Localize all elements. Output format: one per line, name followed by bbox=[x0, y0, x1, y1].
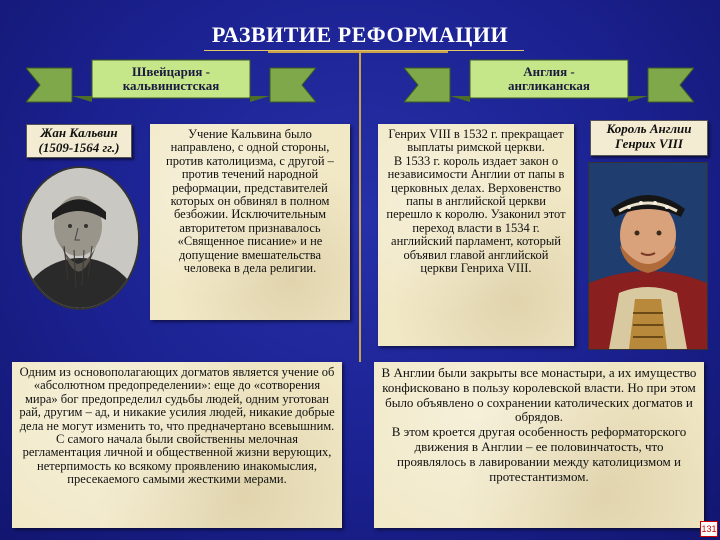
henry-portrait-image bbox=[589, 163, 707, 349]
page-number: 131 bbox=[700, 521, 718, 537]
banner-england-label: Англия - англиканская bbox=[508, 64, 590, 93]
banner-switzerland bbox=[26, 56, 316, 104]
calvin-teaching-text: Учение Кальвина было направлено, с одной стороны, против католицизма, с другой – против течений народной реформации, представителей которых он обвинял в полном безбожии. Исключительным авторитетом признавалось «Священное писание» и не допущение вмешательства человека в дела религии. bbox=[150, 124, 350, 320]
banner-england bbox=[404, 56, 694, 104]
slide-title: РАЗВИТИЕ РЕФОРМАЦИИ bbox=[211, 22, 509, 47]
henry-history-text: Генрих VIII в 1532 г. прекращает выплаты римской церкви. В 1533 г. король издает закон о независимости Англии от папы в церковных делах. Верховенство папы в английской церкви перешло к королю. Узаконил этот переход власти в 1534 г. английский парламент, который объявил главой английской церкви Генриха VIII. bbox=[378, 124, 574, 346]
divider-left-arm bbox=[268, 51, 360, 53]
center-divider bbox=[359, 52, 361, 362]
calvin-portrait bbox=[20, 166, 140, 310]
henry-portrait bbox=[588, 162, 708, 350]
banner-switzerland-label: Швейцария - кальвинистская bbox=[122, 64, 220, 93]
henry-name-label: Король Англии Генрих VIII bbox=[590, 120, 708, 156]
england-monasteries-text: В Англии были закрыты все монастыри, а их имущество конфисковано в пользу королевской власти. Но при этом было объявлено о сохранении католических догматов и обрядов. В этом кроется другая особенность реформаторского движения в Англии – ее половинчатость, что проявлялось в лавировании между католицизмом и протестантизмом. bbox=[374, 362, 704, 528]
calvin-name-label: Жан Кальвин (1509-1564 гг.) bbox=[26, 124, 132, 158]
divider-right-arm bbox=[360, 51, 448, 53]
calvin-portrait-image bbox=[22, 168, 138, 308]
calvin-doctrine-text: Одним из основополагающих догматов является учение об «абсолютном предопределении»: еще до «сотворения мира» бог предопределил судьбы людей, одним уготован рай, другим – ад, и никакие усилия людей, никакие добрые дела не могут изменить то, что предначертано всевышним. С самого начала были свойственны мелочная регламентация личной и общественной жизни верующих, нетерпимость ко всякому проявлению инакомыслия, пресекаемого самыми жесткими мерами. bbox=[12, 362, 342, 528]
